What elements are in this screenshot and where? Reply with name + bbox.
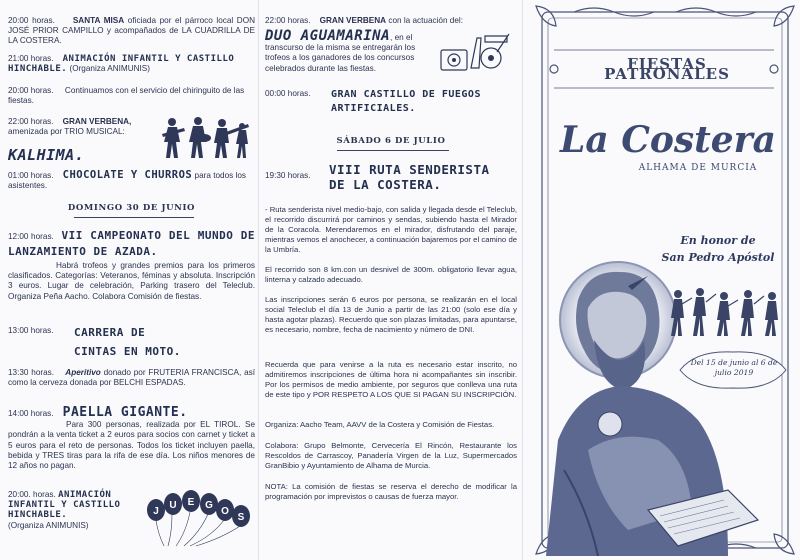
- event-time: 20:00. horas.: [8, 490, 56, 499]
- event-time: 21:00 horas.: [8, 54, 54, 63]
- route-paragraph-4: Recuerda que para venirse a la ruta es necesario estar inscrito, no admitiremos inscripciones de última hora ni acompañantes sin inscribir. Por los permisos de medio ambiente, por seguros que conlleva una ruta de este tipo y POR RESPETO A LOS QUE SI PAGAN SU INSCRIPCIÓN.: [265, 360, 517, 399]
- cover-title: La Costera: [560, 119, 776, 161]
- day-heading-rule: [74, 217, 194, 218]
- event-time: 22:00 horas.: [265, 16, 311, 25]
- middle-panel: [265, 0, 517, 560]
- musicians-illustration: [160, 114, 255, 160]
- balloon-letter-6: S: [237, 512, 245, 523]
- event-aguamarina-body: DUO AGUAMARINA, en el transcurso de la misma se entregarán los trofeos a los ganadores de los concursos celebrados durante las fiestas.: [265, 28, 416, 73]
- event-description: para todos los asistentes.: [8, 171, 246, 191]
- event-description: Habrá trofeos y grandes premios para los primeros clasificados. Categorías: Veteranos, féminas y absoluta. Inscripción 3 euros. Lugar de celebración, Parking trasero del Teleclub. Organiza Peña Aacho. Colabora Comisión de fiestas.: [8, 261, 255, 301]
- event-description: Para 300 personas, realizada por EL TIROL. Se pondrán a la venta ticket a 2 euros para socios con carnet y ticket a 5 euros para el reto de personas. Todos los ticket incluyen paella, bebida y TRES tiras para la rifa de ese día. Los niños menores de 12 años no pagan.: [8, 420, 255, 471]
- event-title: ANIMACIÓN INFANTIL Y CASTILLO HINCHABLE.: [8, 54, 235, 75]
- route-paragraph-3: Las inscripciones serán 6 euros por persona, se realizarán en el local social Teleclub el día 13 de Junio a partir de las 21:00 (solo ese día y hasta agotar plazas). Recuerdo que son plazas limitadas, para apuntarse, es necesario, nombre, fecha de nacimiento y número de DNI.: [265, 295, 517, 334]
- event-title: GRAN VERBENA,: [62, 117, 132, 126]
- cover-panel: [528, 0, 800, 560]
- event-description: donado por FRUTERIA FRANCISCA, así como la cerveza donada por BELCHI ESPADAS.: [8, 368, 255, 388]
- event-chocolate: [8, 170, 255, 191]
- event-description: amenizada por TRIO MUSICAL:: [8, 127, 125, 137]
- event-time: 19:30 horas.: [265, 171, 311, 180]
- event-paella: [8, 405, 255, 471]
- event-time: 01:00 horas.: [8, 171, 54, 180]
- event-title: VII CAMPEONATO DEL MUNDO DE LANZAMIENTO DE AZADA.: [8, 229, 255, 258]
- event-carrera-cintas: [8, 326, 255, 358]
- event-description: (Organiza ANIMUNIS): [69, 64, 150, 74]
- event-description: en el transcurso de la misma se entregarán los trofeos a los ganadores de los concursos celebrados durante las fiestas.: [265, 33, 416, 73]
- event-time: 22:00 horas.: [8, 117, 54, 126]
- band-name: KALHIMA.: [8, 146, 85, 165]
- band-name: DUO AGUAMARINA: [265, 28, 391, 44]
- route-paragraph-2: El recorrido son 8 km.con un desnivel de 300m. obligatorio llevar agua, linterna y calzado adecuado.: [265, 265, 517, 284]
- balloon-letter-4: G: [205, 500, 213, 511]
- route-paragraph-1: - Ruta senderista nivel medio-bajo, con salida y llegada desde el Teleclub, el recorrido discurrirá por caminos y sendas, subiendo hasta el Mirador de la Coracola. Merendaremos en el mirador, disfrutando del paraje, mientras vemos el anochecer, a continuación bajaremos por el camino de la Umbría.: [265, 205, 517, 254]
- instruments-illustration: [437, 28, 513, 76]
- cover-subtitle: ALHAMA DE MURCIA: [638, 163, 758, 173]
- event-title-suffix: con la actuación del:: [388, 16, 463, 25]
- event-time: 20:00 horas.: [8, 16, 55, 25]
- event-animacion-infantil: [8, 54, 255, 74]
- day-heading-rule: [337, 150, 449, 151]
- event-title: VIII RUTA SENDERISTA DE LA COSTERA.: [329, 162, 490, 192]
- festival-dates: Del 15 de junio al 6 de julio 2019: [690, 358, 778, 377]
- route-sponsors: Colabora: Grupo Belmonte, Cervecería El Rincón, Restaurante los Rescoldos de Carrascoy, Panadería Virgen de la Luz, Supermercados GranBibio y Ayuntamiento de Alhama de Murcia.: [265, 441, 517, 470]
- event-santa-misa: [8, 16, 255, 47]
- event-title: GRAN CASTILLO DE FUEGOS ARTIFICIALES.: [331, 89, 481, 114]
- event-time: 14:00 horas.: [8, 409, 54, 418]
- festivals-title: FIESTAS PATRONALES: [604, 55, 730, 84]
- balloon-letter-2: U: [169, 500, 177, 511]
- event-verbena-aguamarina: [265, 16, 517, 26]
- event-fuegos: [265, 89, 517, 114]
- event-time: 00:00 horas.: [265, 89, 311, 98]
- honor-line-1: En honor de: [680, 234, 756, 247]
- event-title: ANIMACIÓN INFANTIL Y CASTILLO HINCHABLE.: [8, 490, 121, 521]
- day-heading: DOMINGO 30 DE JUNIO: [67, 203, 196, 213]
- event-title: PAELLA GIGANTE.: [62, 405, 188, 420]
- event-time: 12:00 horas.: [8, 232, 54, 241]
- procession-illustration: [668, 284, 788, 340]
- event-title: CARRERA DE CINTAS EN MOTO.: [74, 326, 181, 358]
- balloons-illustration: [142, 486, 252, 548]
- event-title: GRAN VERBENA: [319, 16, 387, 25]
- balloon-letter-5: O: [221, 506, 229, 517]
- left-panel: [8, 0, 255, 560]
- route-organizers: Organiza: Aacho Team, AAVV de la Costera y Comisión de Fiestas.: [265, 420, 495, 429]
- balloon-letter-3: E: [187, 497, 195, 508]
- day-heading: SÁBADO 6 DE JULIO: [336, 136, 446, 146]
- event-time: 13:30 horas.: [8, 368, 55, 377]
- honor-line-2: San Pedro Apóstol: [661, 251, 775, 264]
- program-note: NOTA: La comisión de fiestas se reserva el derecho de modificar la programación por imprevistos o causas de fuerza mayor.: [265, 482, 517, 501]
- event-chiringuito: [8, 86, 255, 106]
- event-gran-verbena: [8, 117, 148, 164]
- event-ruta-senderista: [265, 162, 517, 192]
- event-time: 20:00 horas.: [8, 86, 54, 95]
- fold-line-left: [258, 0, 259, 560]
- event-title: Aperitivo: [65, 368, 101, 377]
- event-description: (Organiza ANIMUNIS): [8, 520, 89, 530]
- event-aperitivo: [8, 368, 255, 388]
- event-animacion-infantil-2: [8, 490, 138, 531]
- event-title: CHOCOLATE Y CHURROS: [62, 169, 193, 181]
- event-title: SANTA MISA: [72, 16, 125, 25]
- balloon-letter-1: J: [153, 506, 159, 517]
- event-description: Continuamos con el servicio del chiringuito de las fiestas.: [8, 86, 245, 106]
- event-azada: [8, 228, 255, 302]
- fold-line-right: [522, 0, 523, 560]
- event-description: oficiada por el párroco local DON JOSÉ PRIOR CAMPILLO y acompañados de LA CUADRILLA DE LA COSTERA.: [8, 16, 256, 46]
- event-time: 13:00 horas.: [8, 326, 54, 335]
